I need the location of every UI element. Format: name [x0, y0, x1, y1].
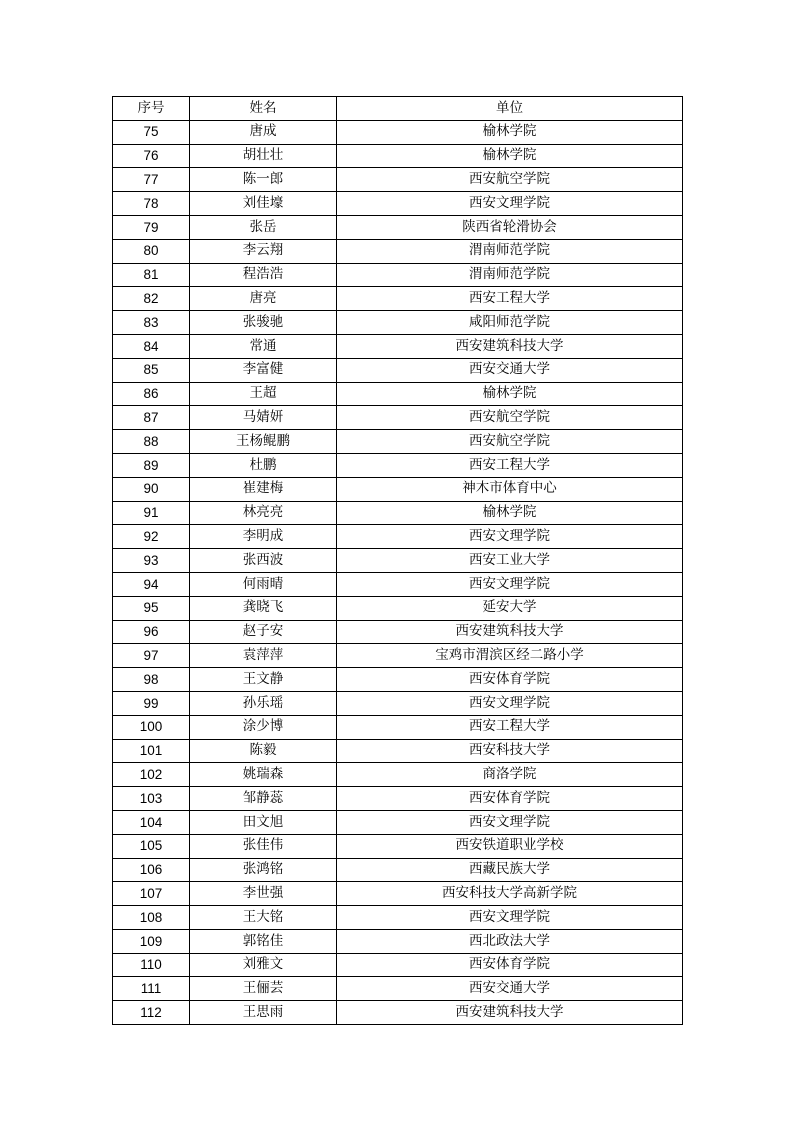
table-row [113, 834, 683, 858]
header-name: 姓名 [190, 97, 337, 121]
cell-unit: 西安交通大学 [337, 358, 683, 382]
cell-name: 崔建梅 [190, 477, 337, 501]
cell-name: 王杨鲲鹏 [190, 430, 337, 454]
cell-name: 林亮亮 [190, 501, 337, 525]
header-serial-number: 序号 [113, 97, 190, 121]
cell-unit: 西安科技大学高新学院 [337, 882, 683, 906]
cell-serial-number: 78 [113, 192, 190, 216]
cell-serial-number: 108 [113, 906, 190, 930]
cell-unit: 西安铁道职业学校 [337, 834, 683, 858]
cell-unit: 西安文理学院 [337, 810, 683, 834]
table-row [113, 906, 683, 930]
cell-serial-number: 105 [113, 834, 190, 858]
table-row [113, 287, 683, 311]
cell-serial-number: 75 [113, 120, 190, 144]
cell-unit: 西安航空学院 [337, 430, 683, 454]
cell-name: 王思雨 [190, 1001, 337, 1025]
cell-name: 张西波 [190, 549, 337, 573]
cell-name: 李云翔 [190, 239, 337, 263]
cell-unit: 西安文理学院 [337, 192, 683, 216]
table-row [113, 1001, 683, 1025]
cell-serial-number: 102 [113, 763, 190, 787]
table-row [113, 453, 683, 477]
table-row [113, 977, 683, 1001]
cell-unit: 榆林学院 [337, 120, 683, 144]
table-row [113, 668, 683, 692]
cell-serial-number: 104 [113, 810, 190, 834]
cell-name: 陈一郎 [190, 168, 337, 192]
cell-unit: 西安工程大学 [337, 453, 683, 477]
cell-serial-number: 80 [113, 239, 190, 263]
cell-unit: 西安体育学院 [337, 787, 683, 811]
cell-unit: 渭南师范学院 [337, 239, 683, 263]
cell-serial-number: 110 [113, 953, 190, 977]
table-row [113, 549, 683, 573]
cell-unit: 西安工程大学 [337, 715, 683, 739]
table-row [113, 215, 683, 239]
cell-unit: 西安文理学院 [337, 525, 683, 549]
cell-name: 何雨晴 [190, 572, 337, 596]
cell-serial-number: 88 [113, 430, 190, 454]
cell-name: 王文静 [190, 668, 337, 692]
cell-serial-number: 81 [113, 263, 190, 287]
cell-name: 程浩浩 [190, 263, 337, 287]
cell-name: 唐亮 [190, 287, 337, 311]
cell-serial-number: 87 [113, 406, 190, 430]
table-row [113, 763, 683, 787]
table-row [113, 144, 683, 168]
cell-name: 涂少博 [190, 715, 337, 739]
cell-name: 王超 [190, 382, 337, 406]
cell-serial-number: 90 [113, 477, 190, 501]
cell-serial-number: 94 [113, 572, 190, 596]
cell-unit: 西北政法大学 [337, 929, 683, 953]
cell-serial-number: 79 [113, 215, 190, 239]
cell-unit: 榆林学院 [337, 501, 683, 525]
cell-unit: 榆林学院 [337, 382, 683, 406]
table-row [113, 525, 683, 549]
table-row [113, 644, 683, 668]
cell-unit: 西安工业大学 [337, 549, 683, 573]
cell-unit: 西安文理学院 [337, 691, 683, 715]
cell-unit: 西藏民族大学 [337, 858, 683, 882]
cell-name: 姚瑞森 [190, 763, 337, 787]
cell-unit: 西安文理学院 [337, 906, 683, 930]
cell-unit: 商洛学院 [337, 763, 683, 787]
cell-unit: 延安大学 [337, 596, 683, 620]
cell-serial-number: 100 [113, 715, 190, 739]
cell-serial-number: 106 [113, 858, 190, 882]
header-unit: 单位 [337, 97, 683, 121]
cell-name: 刘佳壕 [190, 192, 337, 216]
roster-body [113, 120, 683, 1024]
cell-serial-number: 109 [113, 929, 190, 953]
cell-serial-number: 97 [113, 644, 190, 668]
cell-serial-number: 95 [113, 596, 190, 620]
cell-unit: 神木市体育中心 [337, 477, 683, 501]
cell-unit: 宝鸡市渭滨区经二路小学 [337, 644, 683, 668]
cell-unit: 西安体育学院 [337, 953, 683, 977]
cell-name: 常通 [190, 334, 337, 358]
cell-unit: 陕西省轮滑协会 [337, 215, 683, 239]
table-row [113, 239, 683, 263]
cell-serial-number: 82 [113, 287, 190, 311]
cell-name: 郭铭佳 [190, 929, 337, 953]
cell-name: 唐成 [190, 120, 337, 144]
cell-name: 李世强 [190, 882, 337, 906]
cell-serial-number: 83 [113, 311, 190, 335]
cell-name: 邹静蕊 [190, 787, 337, 811]
cell-serial-number: 111 [113, 977, 190, 1001]
cell-name: 马婧妍 [190, 406, 337, 430]
cell-serial-number: 93 [113, 549, 190, 573]
roster-table [112, 96, 683, 1025]
table-row [113, 929, 683, 953]
cell-serial-number: 76 [113, 144, 190, 168]
cell-unit: 咸阳师范学院 [337, 311, 683, 335]
table-row [113, 572, 683, 596]
cell-name: 孙乐瑶 [190, 691, 337, 715]
cell-unit: 渭南师范学院 [337, 263, 683, 287]
cell-name: 张骏驰 [190, 311, 337, 335]
cell-name: 杜鹏 [190, 453, 337, 477]
table-row [113, 882, 683, 906]
table-row [113, 382, 683, 406]
table-row [113, 691, 683, 715]
table-row [113, 311, 683, 335]
cell-serial-number: 99 [113, 691, 190, 715]
cell-unit: 西安航空学院 [337, 168, 683, 192]
cell-name: 王俪芸 [190, 977, 337, 1001]
cell-serial-number: 84 [113, 334, 190, 358]
table-row [113, 168, 683, 192]
cell-serial-number: 98 [113, 668, 190, 692]
cell-serial-number: 86 [113, 382, 190, 406]
cell-serial-number: 101 [113, 739, 190, 763]
cell-serial-number: 89 [113, 453, 190, 477]
cell-serial-number: 107 [113, 882, 190, 906]
table-row [113, 787, 683, 811]
cell-name: 龚晓飞 [190, 596, 337, 620]
cell-unit: 西安航空学院 [337, 406, 683, 430]
table-row [113, 192, 683, 216]
cell-serial-number: 92 [113, 525, 190, 549]
table-row [113, 334, 683, 358]
cell-serial-number: 85 [113, 358, 190, 382]
cell-serial-number: 103 [113, 787, 190, 811]
table-row [113, 358, 683, 382]
table-row [113, 406, 683, 430]
cell-unit: 西安文理学院 [337, 572, 683, 596]
table-row [113, 810, 683, 834]
cell-unit: 西安体育学院 [337, 668, 683, 692]
cell-name: 李明成 [190, 525, 337, 549]
cell-name: 王大铭 [190, 906, 337, 930]
table-row [113, 120, 683, 144]
cell-unit: 榆林学院 [337, 144, 683, 168]
table-row [113, 739, 683, 763]
table-row [113, 858, 683, 882]
table-row [113, 953, 683, 977]
header-row [113, 97, 683, 121]
cell-unit: 西安科技大学 [337, 739, 683, 763]
cell-serial-number: 96 [113, 620, 190, 644]
cell-unit: 西安交通大学 [337, 977, 683, 1001]
cell-name: 胡壮壮 [190, 144, 337, 168]
table-row [113, 501, 683, 525]
cell-serial-number: 112 [113, 1001, 190, 1025]
cell-name: 陈毅 [190, 739, 337, 763]
cell-name: 赵子安 [190, 620, 337, 644]
cell-unit: 西安工程大学 [337, 287, 683, 311]
cell-name: 张鸿铭 [190, 858, 337, 882]
cell-unit: 西安建筑科技大学 [337, 1001, 683, 1025]
cell-name: 田文旭 [190, 810, 337, 834]
table-row [113, 596, 683, 620]
table-row [113, 430, 683, 454]
cell-name: 李富健 [190, 358, 337, 382]
cell-serial-number: 91 [113, 501, 190, 525]
table-row [113, 263, 683, 287]
cell-unit: 西安建筑科技大学 [337, 334, 683, 358]
cell-unit: 西安建筑科技大学 [337, 620, 683, 644]
cell-name: 刘雅文 [190, 953, 337, 977]
table-row [113, 715, 683, 739]
cell-name: 袁萍萍 [190, 644, 337, 668]
cell-serial-number: 77 [113, 168, 190, 192]
cell-name: 张佳伟 [190, 834, 337, 858]
table-row [113, 477, 683, 501]
table-row [113, 620, 683, 644]
cell-name: 张岳 [190, 215, 337, 239]
